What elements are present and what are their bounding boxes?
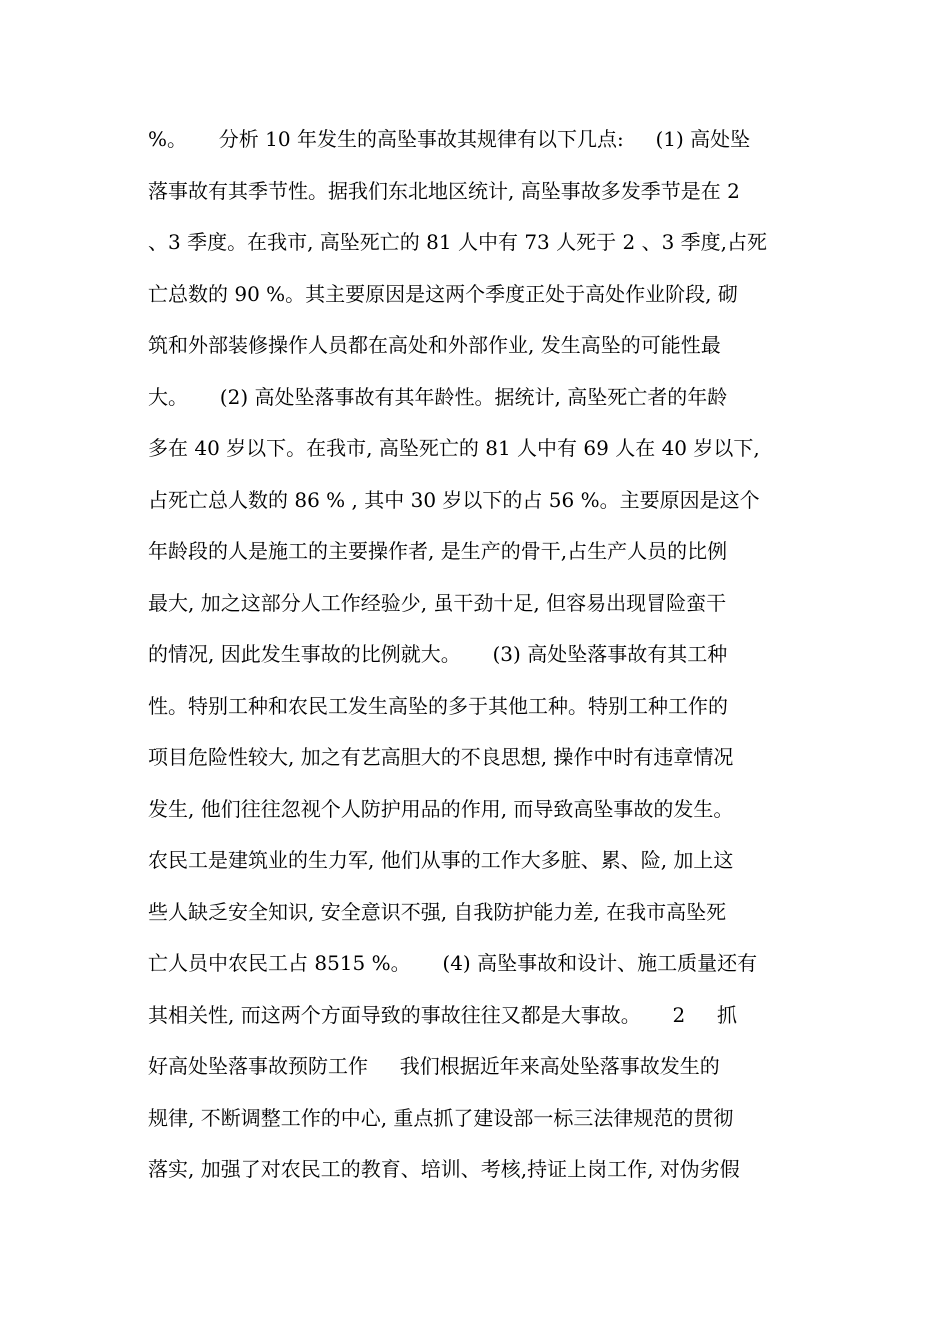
text-line: 大。 (2) 高处坠落事故有其年龄性。据统计, 高坠死亡者的年龄 xyxy=(148,384,728,409)
text-line: %。 分析 10 年发生的高坠事故其规律有以下几点: (1) 高处坠 xyxy=(148,127,751,151)
text-line: 农民工是建筑业的生力军, 他们从事的工作大多脏、累、险, 加上这 xyxy=(148,848,734,872)
text-line: 年龄段的人是施工的主要操作者, 是生产的骨干,占生产人员的比例 xyxy=(148,539,728,563)
text-line: 发生, 他们往往忽视个人防护用品的作用, 而导致高坠事故的发生。 xyxy=(148,796,734,821)
body-text xyxy=(148,114,808,1196)
text-line: 、3 季度。在我市, 高坠死亡的 81 人中有 73 人死于 2 、3 季度,占死 xyxy=(148,230,768,254)
text-line: 落实, 加强了对农民工的教育、培训、考核,持证上岗工作, 对伪劣假 xyxy=(148,1157,740,1181)
text-line: 些人缺乏安全知识, 安全意识不强, 自我防护能力差, 在我市高坠死 xyxy=(148,899,727,924)
text-line: 规律, 不断调整工作的中心, 重点抓了建设部一标三法律规范的贯彻 xyxy=(148,1105,734,1130)
text-line: 筑和外部装修操作人员都在高处和外部作业, 发生高坠的可能性最 xyxy=(148,333,721,357)
text-line: 最大, 加之这部分人工作经验少, 虽干劲十足, 但容易出现冒险蛮干 xyxy=(148,590,727,615)
text-line: 项目危险性较大, 加之有艺高胆大的不良思想, 操作中时有违章情况 xyxy=(148,745,734,769)
text-line: 落事故有其季节性。据我们东北地区统计, 高坠事故多发季节是在 2 xyxy=(148,178,740,203)
text-line: 亡总数的 90 %。其主要原因是这两个季度正处于高处作业阶段, 砌 xyxy=(148,281,738,306)
text-line: 好高处坠落事故预防工作 我们根据近年来高处坠落事故发生的 xyxy=(148,1054,720,1078)
text-line: 多在 40 岁以下。在我市, 高坠死亡的 81 人中有 69 人在 40 岁以下, xyxy=(148,436,760,460)
text-line: 其相关性, 而这两个方面导致的事故往往又都是大事故。 2 抓 xyxy=(148,1002,738,1027)
text-line: 性。特别工种和农民工发生高坠的多于其他工种。特别工种工作的 xyxy=(148,693,728,718)
text-line: 亡人员中农民工占 8515 %。 (4) 高坠事故和设计、施工质量还有 xyxy=(148,951,758,975)
text-line: 占死亡总人数的 86 % , 其中 30 岁以下的占 56 %。主要原因是这个 xyxy=(148,487,760,512)
text-line: 的情况, 因此发生事故的比例就大。 (3) 高处坠落事故有其工种 xyxy=(148,642,728,666)
